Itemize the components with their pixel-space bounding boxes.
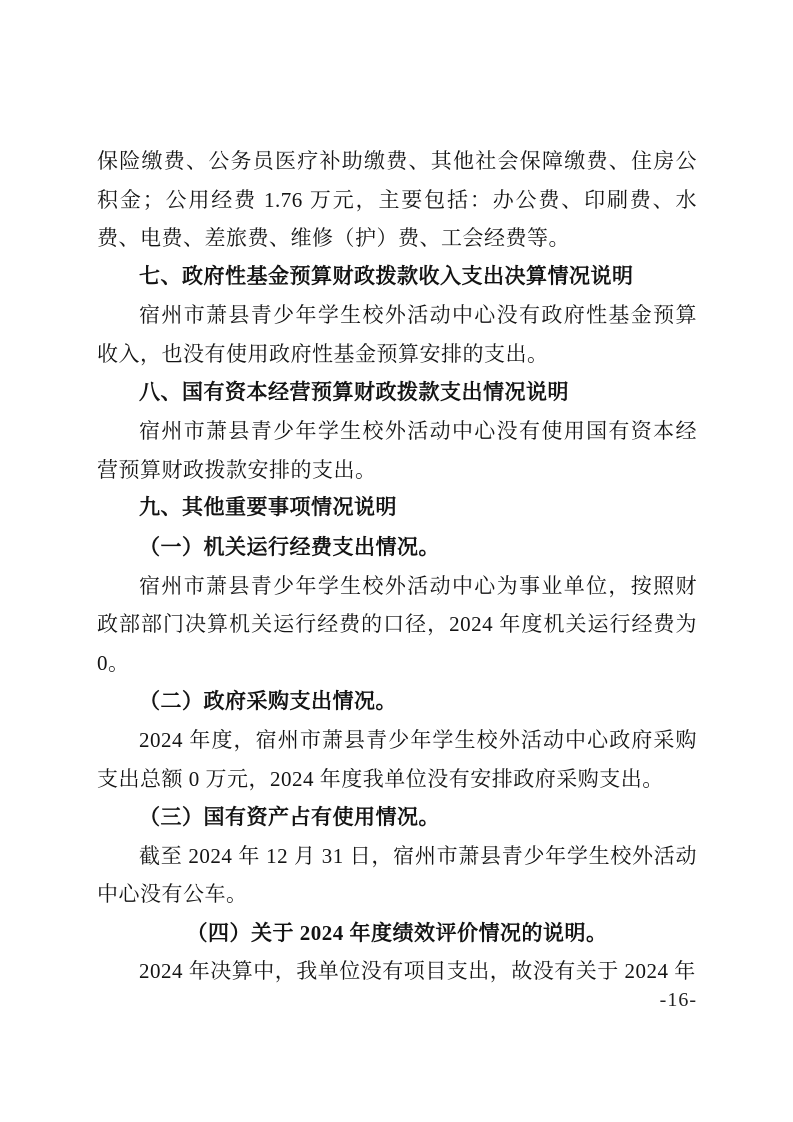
sub-heading-4-performance-evaluation: （四）关于 2024 年度绩效评价情况的说明。 [186,920,608,945]
section-heading-8-state-capital-budget: 八、国有资本经营预算财政拨款支出情况说明 [139,380,569,404]
paragraph-state-assets-usage: 截至 2024 年 12 月 31 日，宿州市萧县青少年学生校外活动中心没有公车。 [97,843,697,907]
paragraph-government-procurement: 2024 年度，宿州市萧县青少年学生校外活动中心政府采购支出总额 0 万元，2024 年度我单位没有安排政府采购支出。 [97,727,697,791]
page-number: -16- [659,989,697,1011]
paragraph-state-capital-budget: 宿州市萧县青少年学生校外活动中心没有使用国有资本经营预算财政拨款安排的支出。 [97,419,697,482]
section-heading-7-government-fund-budget: 七、政府性基金预算财政拨款收入支出决算情况说明 [139,264,634,288]
paragraph-performance-evaluation: 2024 年决算中，我单位没有项目支出，故没有关于 2024 年 [139,959,696,984]
paragraph-government-fund-budget: 宿州市萧县青少年学生校外活动中心没有政府性基金预算收入，也没有使用政府性基金预算安排的支出。 [97,303,697,366]
sub-heading-2-government-procurement: （二）政府采购支出情况。 [139,689,397,714]
paragraph-expense-detail-continued: 保险缴费、公务员医疗补助缴费、其他社会保障缴费、住房公积金；公用经费 1.76 万元，主要包括：办公费、印刷费、水费、电费、差旅费、维修（护）费、工会经费等。 [97,149,697,251]
section-heading-9-other-important-matters: 九、其他重要事项情况说明 [139,496,397,520]
paragraph-operating-expenses: 宿州市萧县青少年学生校外活动中心为事业单位，按照财政部部门决算机关运行经费的口径，2024 年度机关运行经费为 0。 [97,573,697,675]
document-body [97,142,697,991]
sub-heading-1-operating-expenses: （一）机关运行经费支出情况。 [139,534,440,559]
sub-heading-3-state-assets-usage: （三）国有资产占有使用情况。 [139,805,440,830]
